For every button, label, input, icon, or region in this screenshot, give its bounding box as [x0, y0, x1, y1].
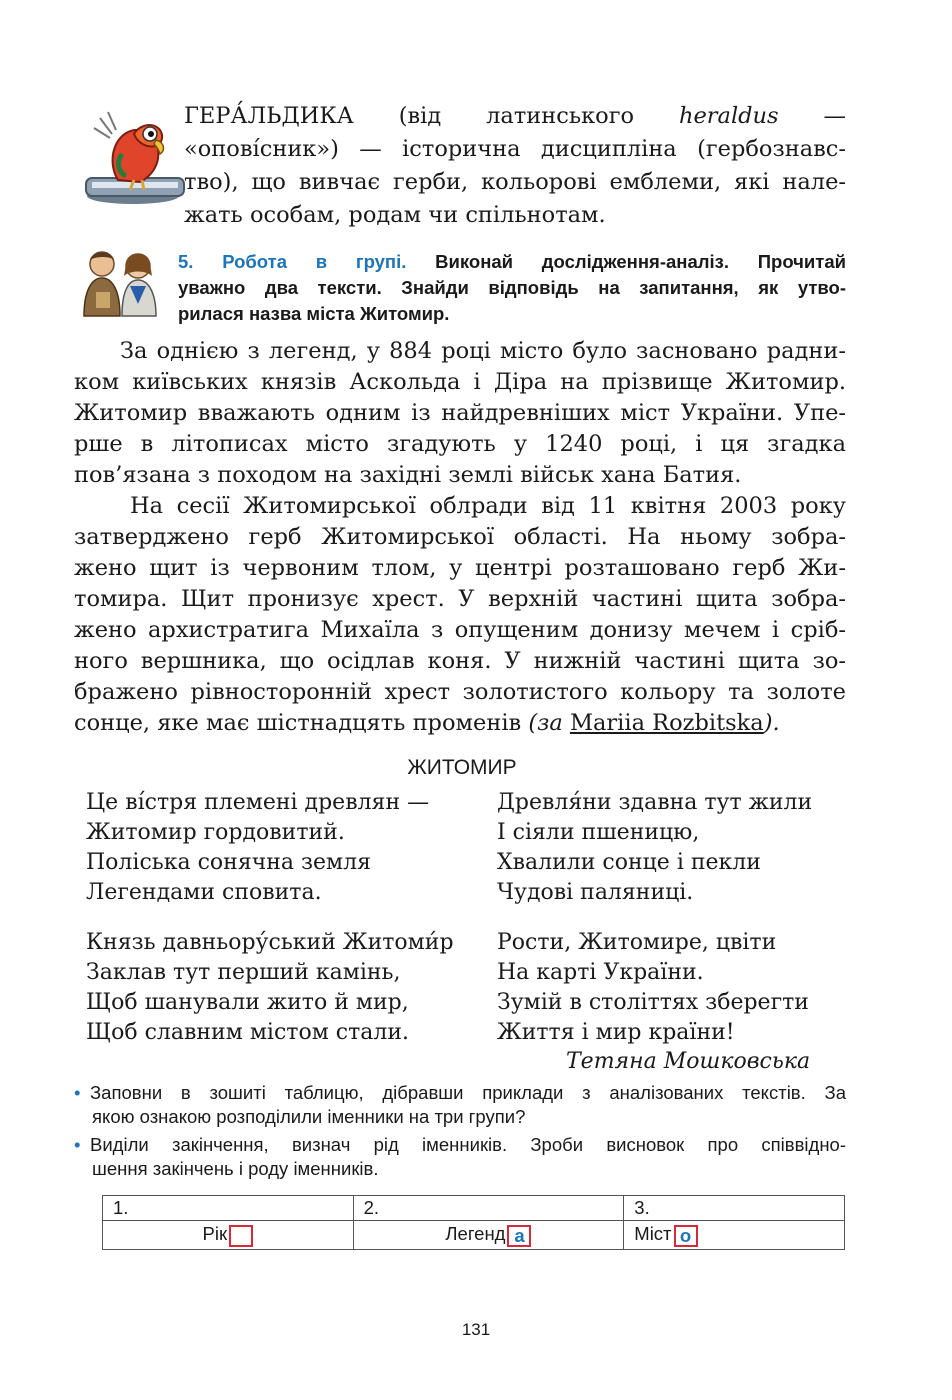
- task-line-2: уважно два тексти. Знайди відповідь на запитання, як утво-: [178, 277, 846, 298]
- paragraph2-line: томира. Щит пронизує хрест. У верхній частині щита зобра-: [74, 586, 846, 612]
- poem-stanza: [497, 788, 857, 908]
- poem-line: Рости, Житомире, цвіти: [497, 930, 777, 955]
- noun-stem: Міст: [634, 1223, 672, 1245]
- ending-box: [229, 1225, 253, 1247]
- poem-left-column: [86, 788, 486, 1068]
- poem-right-column: [497, 788, 857, 1068]
- paragraph1-line: За однією з легенд, у 884 році місто було засновано радни-: [120, 338, 846, 364]
- poem-line: На карті України.: [497, 960, 704, 985]
- table-cell: [624, 1221, 845, 1250]
- poem-line: І сіяли пшеницю,: [497, 820, 700, 845]
- paragraph2-line: бражено рівносторонній хрест золотистого кольору та золоте: [74, 679, 846, 705]
- poem-title: ЖИТОМИР: [407, 756, 517, 779]
- poem-line: Зумій в століттях зберегти: [497, 990, 809, 1015]
- bullet-item: • Заповни в зошиті таблицю, дібравши приклади з аналізованих текстів. За якою ознакою розподілили іменники на три групи?: [74, 1082, 846, 1127]
- table-cell: [103, 1221, 354, 1250]
- group-task: [178, 249, 846, 327]
- page-number: 131: [461, 1320, 491, 1339]
- paragraph2-last-line: сонце, яке має шістнадцять променів (за Mariia Rozbitska).: [74, 710, 780, 736]
- noun-endings-table: [102, 1195, 845, 1250]
- poem-line: Життя і мир країни!: [497, 1020, 735, 1045]
- bullet-dot-icon: •: [74, 1082, 81, 1103]
- definition-line-1: ГЕРА́ЛЬДИКА (від латинського heraldus —: [184, 103, 847, 129]
- definition-term: ГЕРА́ЛЬДИКА: [184, 103, 354, 129]
- poem-line: Заклав тут перший камінь,: [86, 960, 401, 985]
- poem-stanza: [86, 788, 486, 908]
- poem-author: Тетяна Мошковська: [566, 1049, 811, 1074]
- table-header-row: [103, 1196, 845, 1221]
- poem-line: Щоб шанували жито й мир,: [86, 990, 409, 1015]
- poem-line: Щоб славним містом стали.: [86, 1020, 410, 1045]
- parrot-on-book-icon: [78, 104, 198, 210]
- heraldry-definition: [184, 100, 846, 232]
- poem-line: Поліська сонячна земля: [86, 850, 372, 875]
- definition-line-3: тво), що вивчає герби, кольорові емблеми, які нале-: [184, 169, 846, 195]
- task-line-3: рилася назва міста Житомир.: [178, 303, 450, 324]
- source-prefix: (за: [528, 710, 563, 736]
- paragraph1-line: Житомир вважають одним із найдревніших міст України. Упе-: [74, 400, 846, 426]
- definition-line-4: жать особам, родам чи спільнотам.: [184, 202, 606, 228]
- paragraph1-line: ком київських князів Аскольда і Діра на прізвище Житомир.: [74, 369, 846, 395]
- poem-line: Князь давньору́ський Житоми́р: [86, 930, 454, 955]
- poem-line: Древля́ни здавна тут жили: [497, 790, 813, 815]
- bullet-item: • Виділи закінчення, визнач рід іменників. Зроби висновок про співвідно- шення закінчень і роду іменників.: [74, 1134, 846, 1179]
- group-work-children-icon: [72, 246, 168, 320]
- paragraph2-line: На сесії Житомирської облради від 11 квітня 2003 року: [130, 493, 846, 519]
- definition-line-2: «оповíсник») — історична дисципліна (гербознавс-: [184, 136, 846, 162]
- poem-stanza: [86, 928, 486, 1048]
- paragraph2-line: ного вершника, що осідлав коня. У нижній частині щита зо-: [74, 648, 846, 674]
- paragraph1-line: рше в літописах місто згадують у 1240 році, і ця згадка: [74, 431, 846, 457]
- poem-line: Легендами сповита.: [86, 880, 322, 905]
- source-author-link[interactable]: Mariia Rozbitska: [569, 710, 764, 736]
- poem-stanza: [497, 928, 857, 1048]
- paragraph2-line: затверджено герб Житомирської області. На ньому зобра-: [74, 524, 846, 550]
- poem-line: Чудові паляниці.: [497, 880, 694, 905]
- table-row: [103, 1221, 845, 1250]
- noun-stem: Рік: [202, 1223, 228, 1245]
- table-header-cell: 1.: [103, 1196, 354, 1221]
- paragraph2-line: жено архистратига Михаїла з опущеним донизу мечем і сріб-: [74, 617, 846, 643]
- table-header-cell: 3.: [624, 1196, 845, 1221]
- main-text: [74, 336, 846, 739]
- ending-box: а: [507, 1225, 531, 1247]
- table-cell: [353, 1221, 624, 1250]
- table-header-cell: 2.: [353, 1196, 624, 1221]
- poem-line: Хвалили сонце і пекли: [497, 850, 761, 875]
- exercise-bullets: [74, 1081, 846, 1185]
- task-number: 5. Робота в групі.: [178, 251, 407, 272]
- poem-line: Житомир гордовитий.: [86, 820, 345, 845]
- paragraph2-line: жено щит із червоним тлом, у центрі розташовано герб Жи-: [74, 555, 846, 581]
- bullet-dot-icon: •: [74, 1134, 81, 1155]
- ending-box: о: [674, 1225, 698, 1247]
- poem-line: Це ві́стря племені древлян —: [86, 790, 430, 815]
- noun-stem: Легенд: [445, 1223, 506, 1245]
- task-line-1: 5. Робота в групі. Виконай дослідження-аналіз. Прочитай: [178, 251, 847, 272]
- paragraph1-line: пов’язана з походом на західні землі військ хана Батия.: [74, 462, 742, 488]
